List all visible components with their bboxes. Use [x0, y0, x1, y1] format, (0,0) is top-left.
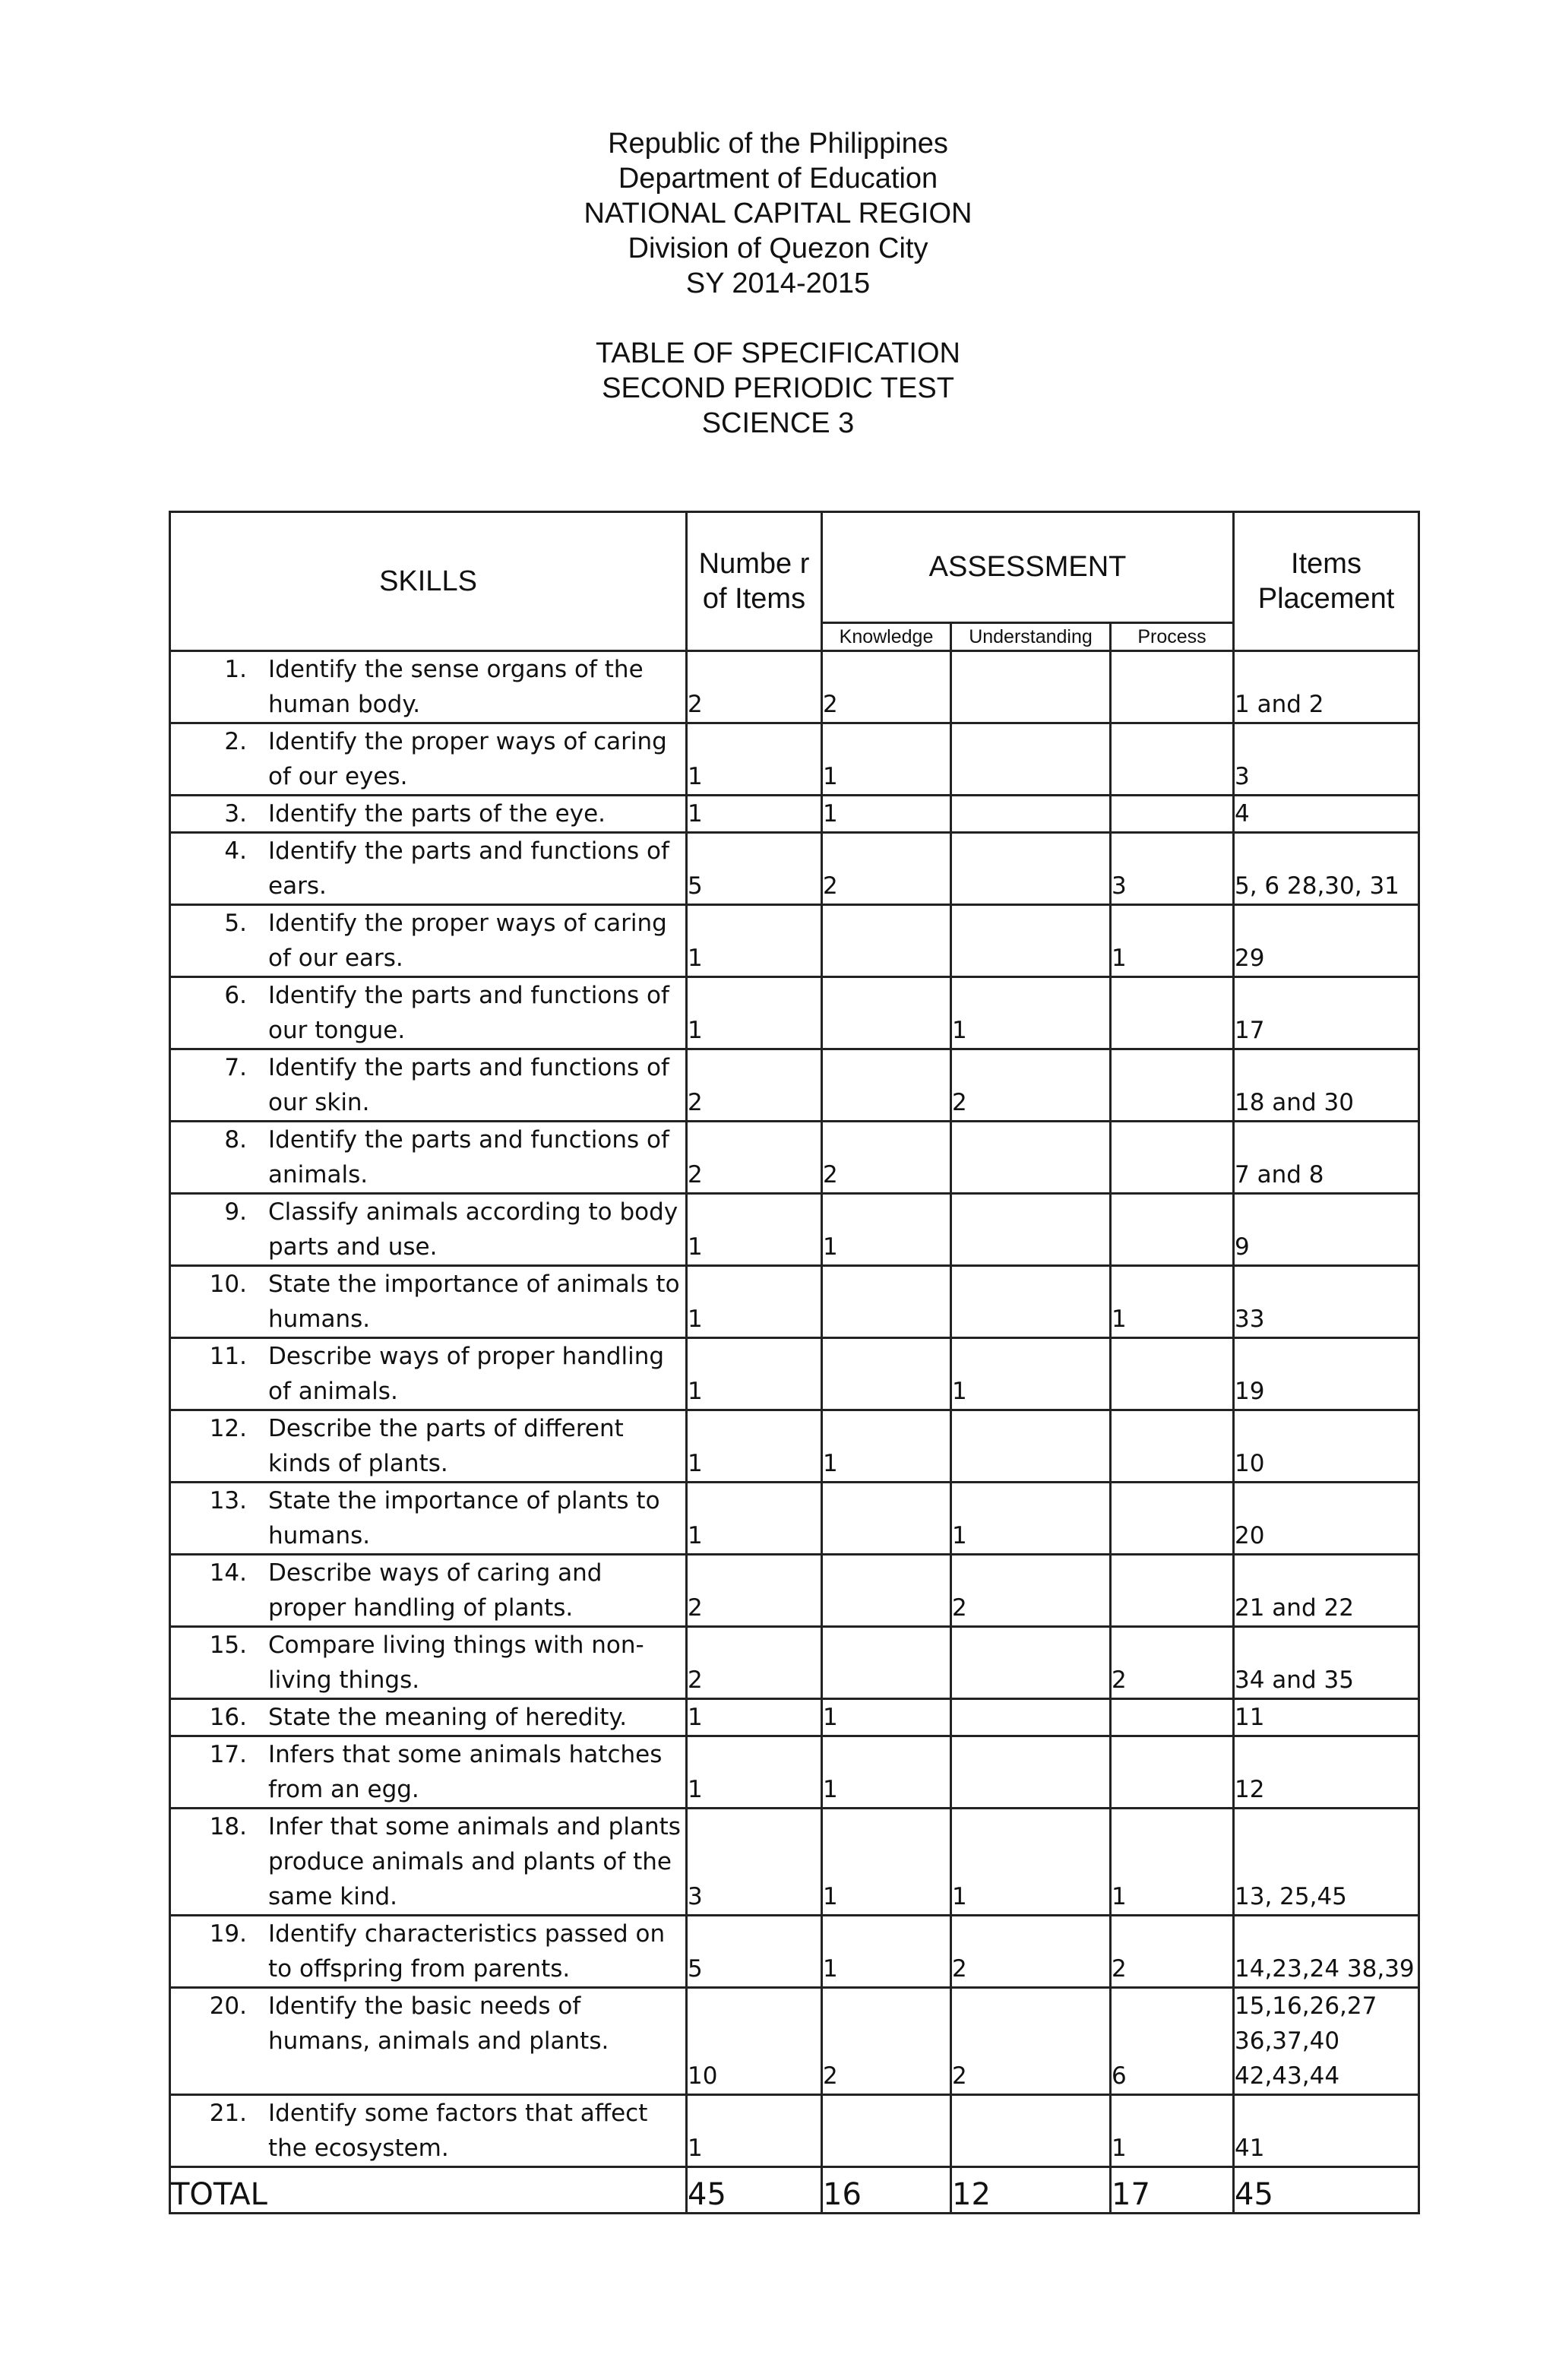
- knowledge-cell: [822, 1338, 951, 1410]
- skill-text: Describe the parts of different kinds of plants.: [268, 1415, 624, 1477]
- total-process: 17: [1111, 2167, 1234, 2214]
- skill-cell: [170, 1194, 687, 1266]
- table-row: [170, 1555, 1419, 1627]
- items-cell: 1: [687, 1194, 822, 1266]
- skill-number: 20.: [209, 1992, 247, 2020]
- skill-cell: [170, 1555, 687, 1627]
- placement-cell: 12: [1234, 1736, 1419, 1809]
- items-cell: 1: [687, 723, 822, 796]
- understanding-cell: 2: [951, 1988, 1111, 2095]
- items-cell: 1: [687, 1699, 822, 1736]
- knowledge-cell: 2: [822, 1988, 951, 2095]
- table-row: [170, 1627, 1419, 1699]
- placement-cell: 9: [1234, 1194, 1419, 1266]
- placement-cell: 10: [1234, 1410, 1419, 1483]
- skill-text: Identify the parts and functions of our skin.: [268, 1054, 669, 1116]
- table-row: [170, 1916, 1419, 1988]
- placement-cell: 17: [1234, 977, 1419, 1049]
- knowledge-cell: 2: [822, 1122, 951, 1194]
- skill-text: Identify the basic needs of humans, animals and plants.: [268, 1992, 609, 2055]
- items-cell: 2: [687, 651, 822, 723]
- skill-cell: [170, 1988, 687, 2095]
- process-cell: 1: [1111, 1809, 1234, 1916]
- items-cell: 2: [687, 1122, 822, 1194]
- skills-header: SKILLS: [170, 512, 687, 651]
- skill-number: 21.: [209, 2100, 247, 2127]
- placement-cell: 19: [1234, 1338, 1419, 1410]
- skill-number: 12.: [209, 1415, 247, 1442]
- process-cell: 2: [1111, 1916, 1234, 1988]
- process-cell: [1111, 1194, 1234, 1266]
- skill-number: 14.: [209, 1559, 247, 1587]
- knowledge-cell: 1: [822, 1916, 951, 1988]
- items-cell: 2: [687, 1555, 822, 1627]
- skill-cell: [170, 2095, 687, 2167]
- skill-text: Describe ways of caring and proper handling of plants.: [268, 1559, 602, 1622]
- placement-cell: 3: [1234, 723, 1419, 796]
- table-row: [170, 796, 1419, 833]
- skill-text: Describe ways of proper handling of animals.: [268, 1343, 665, 1405]
- skill-cell: [170, 1916, 687, 1988]
- document-subtitle: SECOND PERIODIC TEST: [602, 372, 954, 404]
- skill-text: Identify the sense organs of the human body.: [268, 656, 644, 718]
- skill-cell: [170, 723, 687, 796]
- placement-cell: 5, 6 28,30, 31: [1234, 833, 1419, 905]
- placement-cell: 7 and 8: [1234, 1122, 1419, 1194]
- understanding-cell: [951, 1410, 1111, 1483]
- skill-number: 10.: [209, 1271, 247, 1298]
- total-label: TOTAL: [170, 2167, 687, 2214]
- knowledge-cell: 1: [822, 796, 951, 833]
- skill-cell: [170, 905, 687, 977]
- understanding-cell: [951, 1627, 1111, 1699]
- specification-table: [169, 511, 1420, 2214]
- skill-text: Classify animals according to body parts and use.: [268, 1198, 678, 1261]
- understanding-cell: [951, 2095, 1111, 2167]
- knowledge-cell: [822, 1627, 951, 1699]
- items-cell: 2: [687, 1049, 822, 1122]
- understanding-cell: 1: [951, 1809, 1111, 1916]
- skill-text: Compare living things with non-living things.: [268, 1632, 644, 1694]
- understanding-cell: 1: [951, 1483, 1111, 1555]
- placement-cell: 11: [1234, 1699, 1419, 1736]
- total-row: [170, 2167, 1419, 2214]
- skill-number: 15.: [209, 1632, 247, 1659]
- process-cell: 1: [1111, 905, 1234, 977]
- skill-text: Identify the parts and functions of our tongue.: [268, 982, 669, 1044]
- skill-text: Identify the parts and functions of ears.: [268, 837, 669, 900]
- understanding-cell: [951, 1736, 1111, 1809]
- table-row: [170, 833, 1419, 905]
- table-row: [170, 2095, 1419, 2167]
- knowledge-cell: [822, 1555, 951, 1627]
- understanding-cell: 2: [951, 1049, 1111, 1122]
- header-line: SY 2014-2015: [685, 267, 871, 299]
- table-row: [170, 1410, 1419, 1483]
- skill-cell: [170, 1699, 687, 1736]
- table-row: [170, 1194, 1419, 1266]
- process-cell: [1111, 651, 1234, 723]
- table-row: [170, 977, 1419, 1049]
- skill-number: 17.: [209, 1741, 247, 1768]
- items-cell: 1: [687, 977, 822, 1049]
- process-cell: [1111, 796, 1234, 833]
- process-cell: [1111, 1699, 1234, 1736]
- understanding-cell: [951, 723, 1111, 796]
- placement-cell: 4: [1234, 796, 1419, 833]
- skill-number: 5.: [224, 910, 247, 937]
- placement-cell: 21 and 22: [1234, 1555, 1419, 1627]
- items-cell: 1: [687, 1483, 822, 1555]
- skill-number: 18.: [209, 1813, 247, 1840]
- placement-cell: 33: [1234, 1266, 1419, 1338]
- table-row: [170, 1699, 1419, 1736]
- total-knowledge: 16: [822, 2167, 951, 2214]
- document-subject: SCIENCE 3: [701, 407, 855, 439]
- table-row: [170, 1736, 1419, 1809]
- header-line: Department of Education: [618, 163, 938, 195]
- understanding-cell: 2: [951, 1916, 1111, 1988]
- placement-cell: 13, 25,45: [1234, 1809, 1419, 1916]
- knowledge-cell: [822, 905, 951, 977]
- knowledge-cell: 1: [822, 1736, 951, 1809]
- skill-number: 2.: [224, 728, 247, 755]
- skill-number: 13.: [209, 1487, 247, 1514]
- placement-cell: 34 and 35: [1234, 1627, 1419, 1699]
- placement-cell: 14,23,24 38,39: [1234, 1916, 1419, 1988]
- total-placement: 45: [1234, 2167, 1419, 2214]
- understanding-cell: 1: [951, 1338, 1111, 1410]
- understanding-cell: [951, 796, 1111, 833]
- understanding-cell: [951, 1699, 1111, 1736]
- table-row: [170, 905, 1419, 977]
- process-cell: [1111, 1049, 1234, 1122]
- skill-text: Identify the proper ways of caring of our eyes.: [268, 728, 667, 790]
- process-header: Process: [1111, 623, 1234, 651]
- skill-number: 3.: [224, 800, 247, 828]
- skill-text: State the importance of animals to humans.: [268, 1271, 680, 1333]
- skill-cell: [170, 1122, 687, 1194]
- skill-cell: [170, 651, 687, 723]
- skill-cell: [170, 1266, 687, 1338]
- items-cell: 1: [687, 2095, 822, 2167]
- understanding-cell: [951, 1122, 1111, 1194]
- items-cell: 1: [687, 1410, 822, 1483]
- skill-cell: [170, 1338, 687, 1410]
- skill-number: 16.: [209, 1704, 247, 1731]
- understanding-cell: [951, 1266, 1111, 1338]
- document-title: TABLE OF SPECIFICATION: [596, 337, 960, 369]
- skill-cell: [170, 1627, 687, 1699]
- items-cell: 2: [687, 1627, 822, 1699]
- skill-text: Identify characteristics passed on to offspring from parents.: [268, 1920, 666, 1983]
- items-placement-header: Items Placement: [1234, 512, 1419, 651]
- process-cell: 1: [1111, 2095, 1234, 2167]
- knowledge-cell: 1: [822, 1410, 951, 1483]
- placement-cell: 41: [1234, 2095, 1419, 2167]
- process-cell: [1111, 1338, 1234, 1410]
- knowledge-cell: 2: [822, 833, 951, 905]
- table-row: [170, 1266, 1419, 1338]
- process-cell: [1111, 977, 1234, 1049]
- skill-cell: [170, 977, 687, 1049]
- placement-cell: 29: [1234, 905, 1419, 977]
- knowledge-cell: 1: [822, 1809, 951, 1916]
- process-cell: [1111, 1555, 1234, 1627]
- skill-text: Identify some factors that affect the ecosystem.: [268, 2100, 648, 2162]
- process-cell: 6: [1111, 1988, 1234, 2095]
- skill-cell: [170, 1483, 687, 1555]
- table-row: [170, 651, 1419, 723]
- knowledge-cell: 1: [822, 723, 951, 796]
- process-cell: 2: [1111, 1627, 1234, 1699]
- table-row: [170, 1483, 1419, 1555]
- table-row: [170, 1988, 1419, 2095]
- table-row: [170, 1122, 1419, 1194]
- skill-cell: [170, 1736, 687, 1809]
- understanding-header: Understanding: [951, 623, 1111, 651]
- process-cell: [1111, 1122, 1234, 1194]
- skill-number: 7.: [224, 1054, 247, 1081]
- placement-cell: 1 and 2: [1234, 651, 1419, 723]
- skill-text: Identify the proper ways of caring of our ears.: [268, 910, 667, 972]
- knowledge-header: Knowledge: [822, 623, 951, 651]
- items-cell: 1: [687, 905, 822, 977]
- skill-number: 1.: [224, 656, 247, 683]
- items-cell: 5: [687, 1916, 822, 1988]
- header-line: Division of Quezon City: [628, 233, 928, 264]
- items-cell: 1: [687, 1266, 822, 1338]
- process-cell: [1111, 1483, 1234, 1555]
- knowledge-cell: [822, 1266, 951, 1338]
- placement-cell: 15,16,26,27 36,37,40 42,43,44: [1234, 1988, 1419, 2095]
- table-row: [170, 723, 1419, 796]
- understanding-cell: 1: [951, 977, 1111, 1049]
- header-line: NATIONAL CAPITAL REGION: [584, 198, 972, 229]
- placement-cell: 20: [1234, 1483, 1419, 1555]
- skill-number: 8.: [224, 1126, 247, 1154]
- skill-text: Infer that some animals and plants produce animals and plants of the same kind.: [268, 1813, 681, 1910]
- knowledge-cell: 2: [822, 651, 951, 723]
- skill-text: Infers that some animals hatches from an egg.: [268, 1741, 663, 1803]
- assessment-header: ASSESSMENT: [822, 512, 1234, 623]
- knowledge-cell: [822, 1049, 951, 1122]
- knowledge-cell: 1: [822, 1194, 951, 1266]
- skill-text: State the meaning of heredity.: [268, 1704, 628, 1731]
- understanding-cell: [951, 905, 1111, 977]
- items-cell: 1: [687, 1736, 822, 1809]
- skill-cell: [170, 796, 687, 833]
- total-understanding: 12: [951, 2167, 1111, 2214]
- understanding-cell: [951, 833, 1111, 905]
- items-cell: 5: [687, 833, 822, 905]
- placement-cell: 18 and 30: [1234, 1049, 1419, 1122]
- process-cell: [1111, 1736, 1234, 1809]
- document-header: [0, 126, 1556, 441]
- understanding-cell: [951, 1194, 1111, 1266]
- understanding-cell: 2: [951, 1555, 1111, 1627]
- skill-number: 9.: [224, 1198, 247, 1226]
- knowledge-cell: [822, 977, 951, 1049]
- skill-text: State the importance of plants to humans.: [268, 1487, 660, 1549]
- process-cell: [1111, 723, 1234, 796]
- number-of-items-header: Numbe r of Items: [687, 512, 822, 651]
- knowledge-cell: [822, 1483, 951, 1555]
- knowledge-cell: 1: [822, 1699, 951, 1736]
- skill-number: 6.: [224, 982, 247, 1009]
- skill-cell: [170, 1809, 687, 1916]
- skill-text: Identify the parts of the eye.: [268, 800, 606, 828]
- process-cell: [1111, 1410, 1234, 1483]
- knowledge-cell: [822, 2095, 951, 2167]
- skill-cell: [170, 1049, 687, 1122]
- skill-number: 4.: [224, 837, 247, 865]
- items-cell: 3: [687, 1809, 822, 1916]
- understanding-cell: [951, 651, 1111, 723]
- total-items: 45: [687, 2167, 822, 2214]
- table-row: [170, 1049, 1419, 1122]
- skill-cell: [170, 1410, 687, 1483]
- skill-number: 19.: [209, 1920, 247, 1948]
- items-cell: 1: [687, 796, 822, 833]
- table-row: [170, 1809, 1419, 1916]
- process-cell: 1: [1111, 1266, 1234, 1338]
- skill-number: 11.: [209, 1343, 247, 1370]
- skill-text: Identify the parts and functions of animals.: [268, 1126, 669, 1188]
- process-cell: 3: [1111, 833, 1234, 905]
- table-row: [170, 1338, 1419, 1410]
- skill-cell: [170, 833, 687, 905]
- items-cell: 10: [687, 1988, 822, 2095]
- header-line: Republic of the Philippines: [608, 128, 948, 160]
- items-cell: 1: [687, 1338, 822, 1410]
